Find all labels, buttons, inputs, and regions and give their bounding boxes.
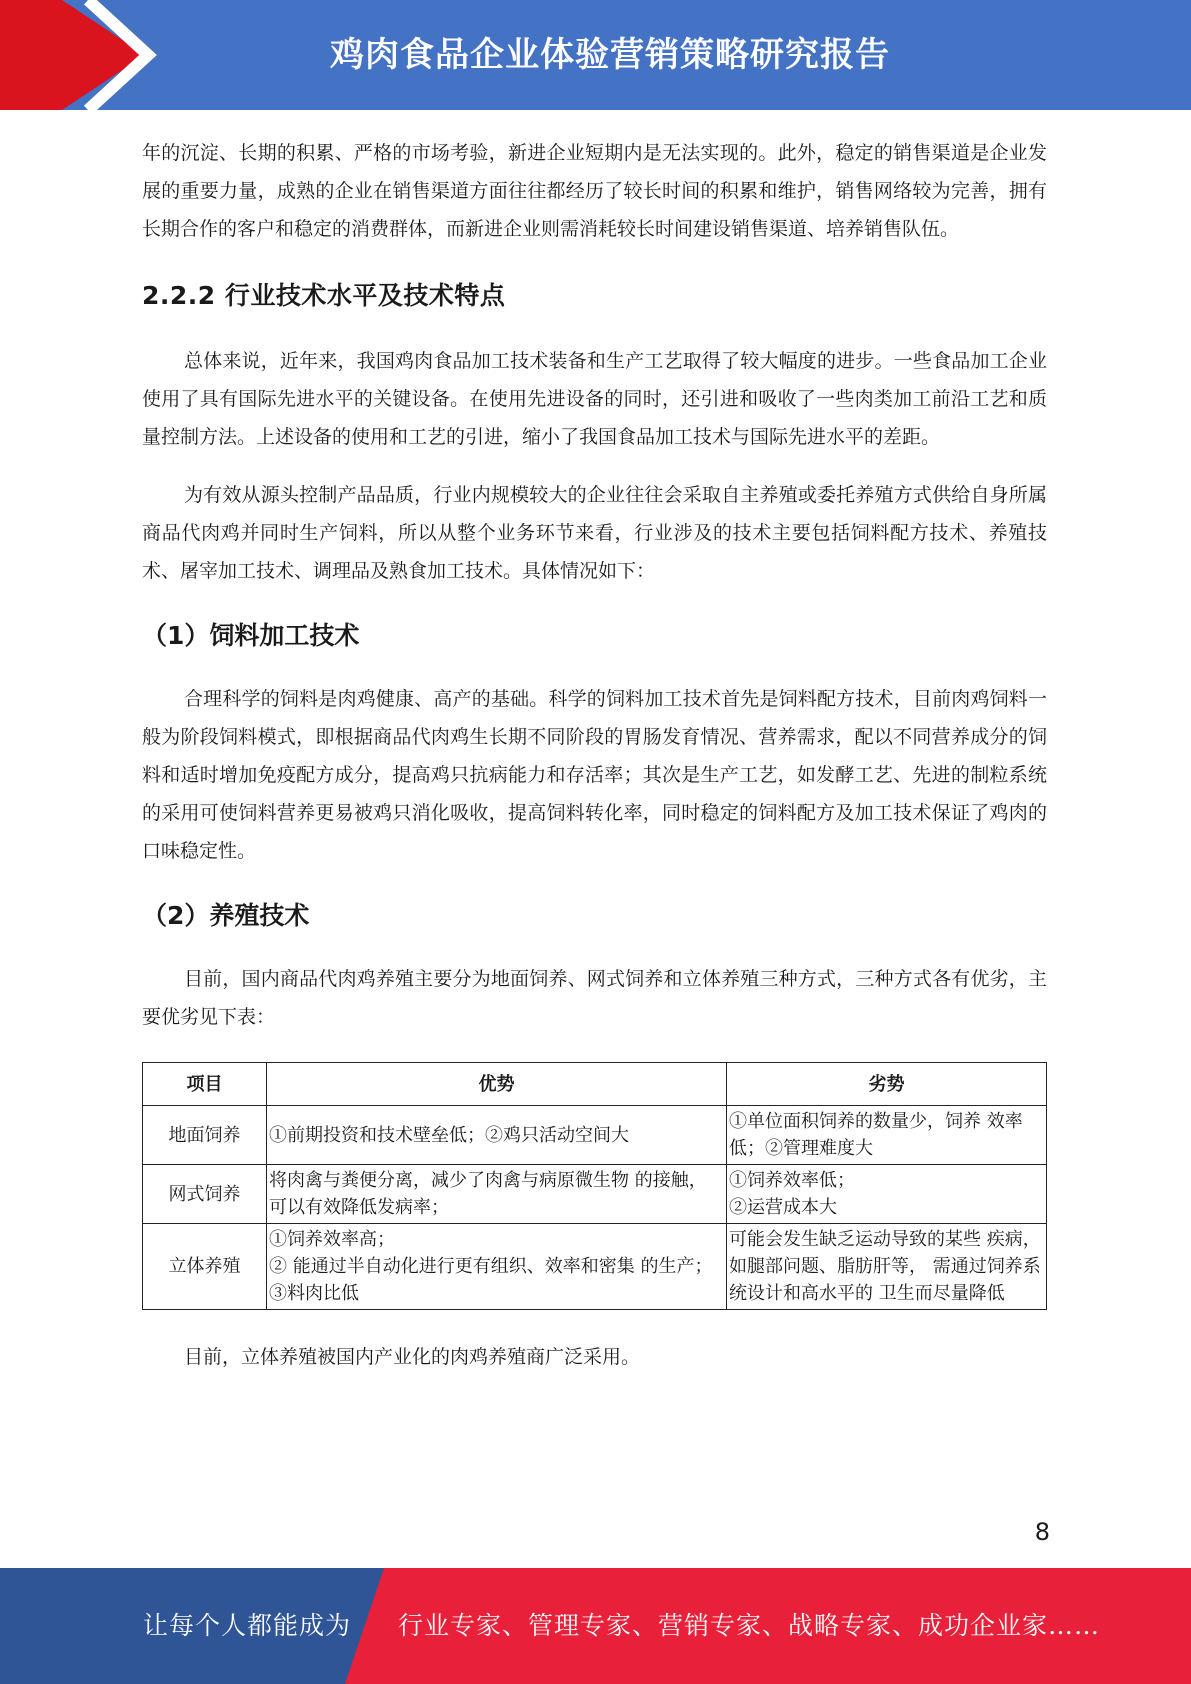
table-row	[143, 1106, 1047, 1165]
cell-line: 可能会发生缺乏运动导致的某些 疾病，如腿部问题、脂肪肝等， 需通过饲养系统设计和高水平的 卫生而尽量降低	[729, 1229, 1041, 1304]
page-header	[0, 0, 1191, 110]
cell-line: ①饲养效率高；	[269, 1229, 395, 1250]
page-number: 8	[1034, 1518, 1050, 1546]
table-cell-item: 立体养殖	[143, 1224, 267, 1310]
table-cell-disadvantages	[727, 1106, 1047, 1165]
table-cell-item: 地面饲养	[143, 1106, 267, 1165]
table-cell-disadvantages	[727, 1165, 1047, 1224]
paragraph-conclusion: 目前，立体养殖被国内产业化的肉鸡养殖商广泛采用。	[184, 1346, 641, 1368]
page-footer	[0, 1568, 1191, 1684]
table-header-row	[143, 1063, 1047, 1106]
cell-line: ② 能通过半自动化进行更有组织、效率和密集 的生产；	[269, 1256, 713, 1277]
cell-line: 将肉禽与粪便分离，减少了肉禽与病原微生物 的接触，可以有效降低发病率；	[269, 1170, 707, 1218]
table-cell-advantages	[267, 1224, 727, 1310]
table-cell-disadvantages	[727, 1224, 1047, 1310]
page-content	[142, 134, 1047, 1376]
paragraph-feed-processing: 合理科学的饲料是肉鸡健康、高产的基础。科学的饲料加工技术首先是饲料配方技术，目前肉鸡饲料一般为阶段饲料模式，即根据商品代肉鸡生长期不同阶段的胃肠发育情况、营养需求，配以不同营养成分的饲料和适时增加免疫配方成分，提高鸡只抗病能力和存活率；其次是生产工艺，如发酵工艺、先进的制粒系统的采用可使饲料营养更易被鸡只消化吸收，提高饲料转化率，同时稳定的饲料配方及加工技术保证了鸡肉的口味稳定性。	[142, 688, 1047, 862]
cell-line: ①单位面积饲养的数量少，饲养 效率低；②管理难度大	[729, 1111, 1023, 1159]
footer-slogan-left: 让每个人都能成为	[143, 1611, 352, 1640]
table-cell-advantages	[267, 1106, 727, 1165]
paragraph-technology-overview: 总体来说，近年来，我国鸡肉食品加工技术装备和生产工艺取得了较大幅度的进步。一些食品加工企业使用了具有国际先进水平的关键设备。在使用先进设备的同时，还引进和吸收了一些肉类加工前沿工艺和质量控制方法。上述设备的使用和工艺的引进，缩小了我国食品加工技术与国际先进水平的差距。	[142, 350, 1047, 448]
table-cell-advantages	[267, 1165, 727, 1224]
subheading-feed-processing: （1）饲料加工技术	[142, 621, 360, 650]
cell-line: ③料肉比低	[269, 1283, 359, 1304]
table-cell-item: 网式饲养	[143, 1165, 267, 1224]
paragraph-continued: 年的沉淀、长期的积累、严格的市场考验，新进企业短期内是无法实现的。此外，稳定的销售渠道是企业发展的重要力量，成熟的企业在销售渠道方面往往都经历了较长时间的积累和维护，销售网络较为完善，拥有长期合作的客户和稳定的消费群体，而新进企业则需消耗较长时间建设销售渠道、培养销售队伍。	[142, 142, 1047, 240]
breeding-comparison-table	[142, 1062, 1047, 1310]
footer-slogan-right: 行业专家、管理专家、营销专家、战略专家、成功企业家……	[398, 1611, 1101, 1640]
paragraph-technology-scope: 为有效从源头控制产品品质，行业内规模较大的企业往往会采取自主养殖或委托养殖方式供给自身所属商品代肉鸡并同时生产饲料，所以从整个业务环节来看，行业涉及的技术主要包括饲料配方技术、养殖技术、屠宰加工技术、调理品及熟食加工技术。具体情况如下：	[142, 484, 1047, 582]
red-arrow-shape	[0, 0, 145, 110]
table-row	[143, 1224, 1047, 1310]
cell-line: ②运营成本大	[729, 1197, 837, 1218]
table-row	[143, 1165, 1047, 1224]
section-heading: 2.2.2 行业技术水平及技术特点	[142, 281, 506, 310]
cell-line: ①前期投资和技术壁垒低；②鸡只活动空间大	[269, 1124, 629, 1146]
table-header-disadvantages: 劣势	[727, 1063, 1047, 1106]
table-header-item: 项目	[143, 1063, 267, 1106]
paragraph-breeding-intro: 目前，国内商品代肉鸡养殖主要分为地面饲养、网式饲养和立体养殖三种方式，三种方式各有优劣，主要优劣见下表：	[142, 968, 1047, 1028]
table-header-advantages: 优势	[267, 1063, 727, 1106]
report-title: 鸡肉食品企业体验营销策略研究报告	[330, 35, 890, 75]
cell-line: ①饲养效率低；	[729, 1170, 855, 1191]
subheading-breeding: （2）养殖技术	[142, 901, 310, 930]
